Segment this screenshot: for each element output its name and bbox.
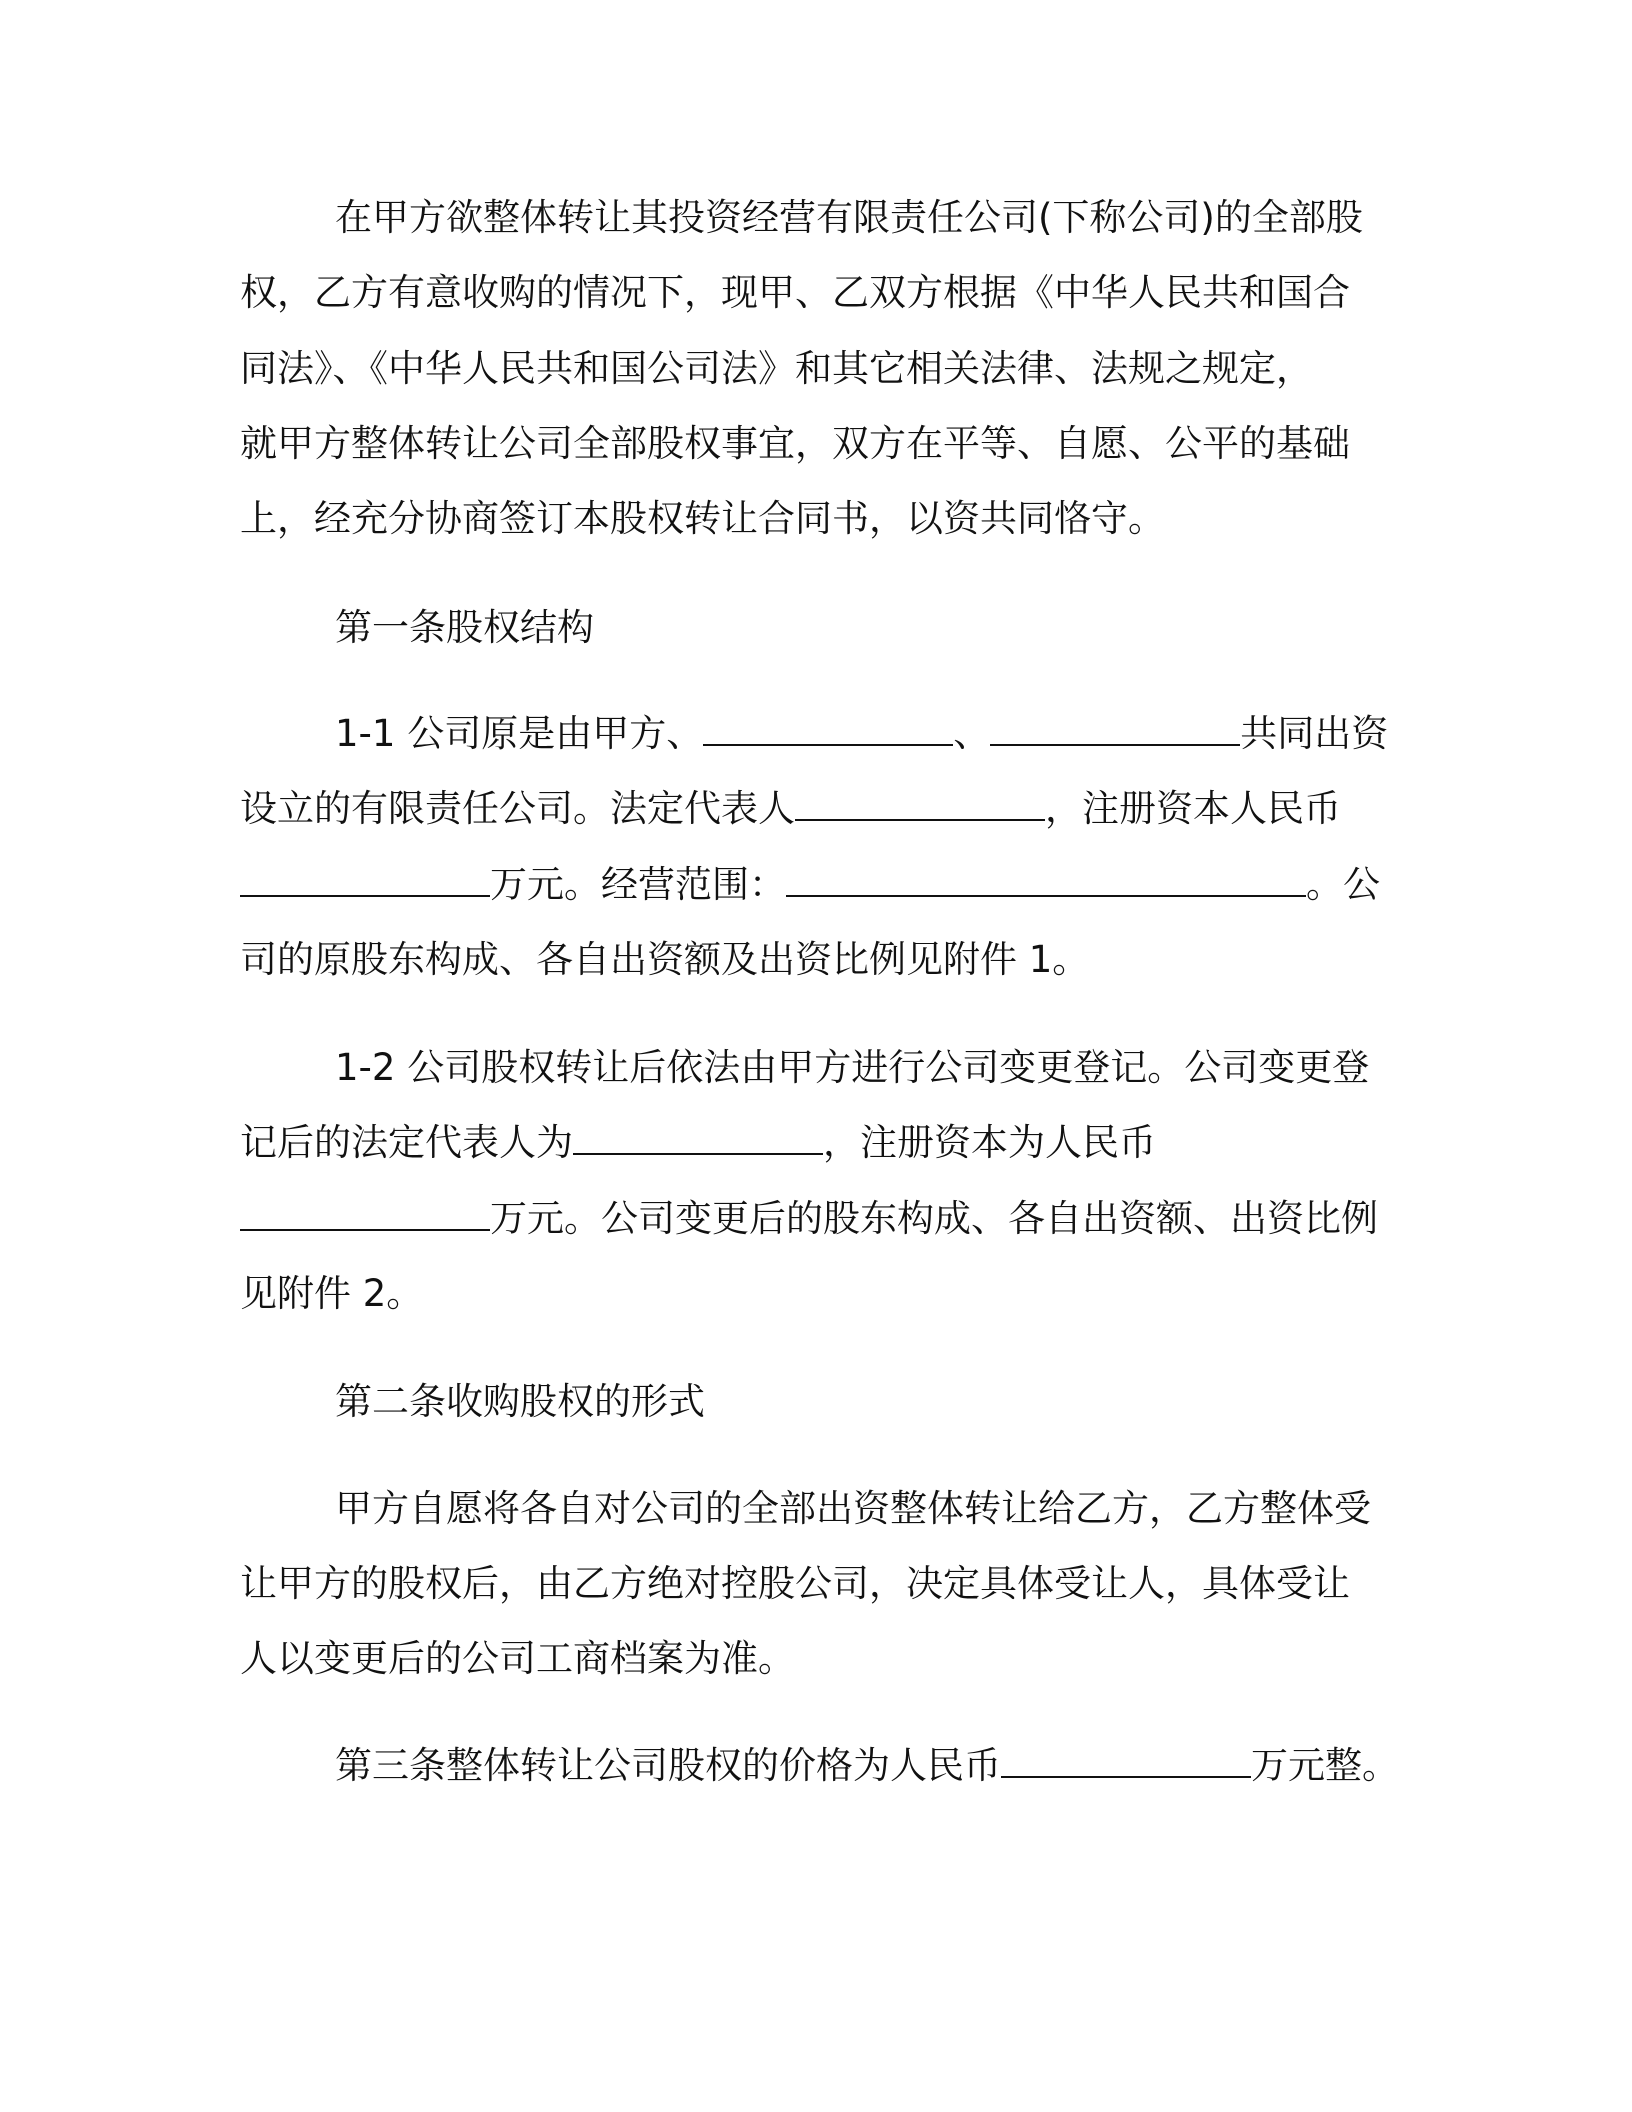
clause-text: ，注册资本为人民币 bbox=[823, 1121, 1156, 1164]
clause-1-1-line-3 bbox=[240, 860, 1380, 910]
article2-line-3: 人以变更后的公司工商档案为准。 bbox=[240, 1637, 795, 1680]
clause-text: 1-1 公司原是由甲方、 bbox=[335, 712, 704, 755]
clause-1-2-line-1: 1-2 公司股权转让后依法由甲方进行公司变更登记。公司变更登 bbox=[335, 1046, 1370, 1089]
clause-1-1-line-1 bbox=[335, 709, 1388, 759]
clause-text: 万元。公司变更后的股东构成、各自出资额、出资比例 bbox=[490, 1197, 1378, 1240]
business-scope-blank[interactable] bbox=[786, 867, 1306, 897]
clause-text: 共同出资 bbox=[1240, 712, 1389, 755]
article1-title: 第一条股权结构 bbox=[335, 606, 594, 649]
new-capital-blank[interactable] bbox=[240, 1201, 490, 1231]
clause-1-2-line-2 bbox=[240, 1118, 1156, 1168]
shareholder-blank-1[interactable] bbox=[703, 716, 953, 746]
article2-line-2: 让甲方的股权后，由乙方绝对控股公司，决定具体受让人，具体受让 bbox=[240, 1562, 1350, 1605]
clause-1-1-line-2 bbox=[240, 784, 1341, 834]
clause-1-2-line-3 bbox=[240, 1194, 1378, 1244]
new-legal-rep-blank[interactable] bbox=[573, 1125, 823, 1155]
clause-text: 记后的法定代表人为 bbox=[240, 1121, 573, 1164]
capital-blank[interactable] bbox=[240, 867, 490, 897]
clause-text: 设立的有限责任公司。法定代表人 bbox=[240, 787, 795, 830]
article2-line-1: 甲方自愿将各自对公司的全部出资整体转让给乙方，乙方整体受 bbox=[335, 1487, 1371, 1530]
clause-1-1-line-4: 司的原股东构成、各自出资额及出资比例见附件 1。 bbox=[240, 938, 1090, 981]
legal-rep-blank[interactable] bbox=[795, 791, 1045, 821]
clause-text: 。公 bbox=[1306, 863, 1380, 906]
shareholder-blank-2[interactable] bbox=[990, 716, 1240, 746]
clause-text: 、 bbox=[953, 712, 991, 755]
article3-line bbox=[335, 1741, 1399, 1791]
preamble-line-3: 同法》、《中华人民共和国公司法》和其它相关法律、法规之规定， bbox=[240, 347, 1313, 390]
clause-text: ，注册资本人民币 bbox=[1045, 787, 1341, 830]
clause-text: 第三条整体转让公司股权的价格为人民币 bbox=[335, 1744, 1001, 1787]
preamble-line-1: 在甲方欲整体转让其投资经营有限责任公司(下称公司)的全部股 bbox=[335, 196, 1363, 239]
preamble-line-4: 就甲方整体转让公司全部股权事宜，双方在平等、自愿、公平的基础 bbox=[240, 422, 1350, 465]
clause-1-2-line-4: 见附件 2。 bbox=[240, 1272, 424, 1315]
price-blank[interactable] bbox=[1001, 1748, 1251, 1778]
preamble-line-5: 上，经充分协商签订本股权转让合同书，以资共同恪守。 bbox=[240, 497, 1165, 540]
article2-title: 第二条收购股权的形式 bbox=[335, 1380, 705, 1423]
clause-text: 万元整。 bbox=[1251, 1744, 1399, 1787]
clause-text: 万元。经营范围： bbox=[490, 863, 786, 906]
preamble-line-2: 权，乙方有意收购的情况下，现甲、乙双方根据《中华人民共和国合 bbox=[240, 271, 1350, 314]
